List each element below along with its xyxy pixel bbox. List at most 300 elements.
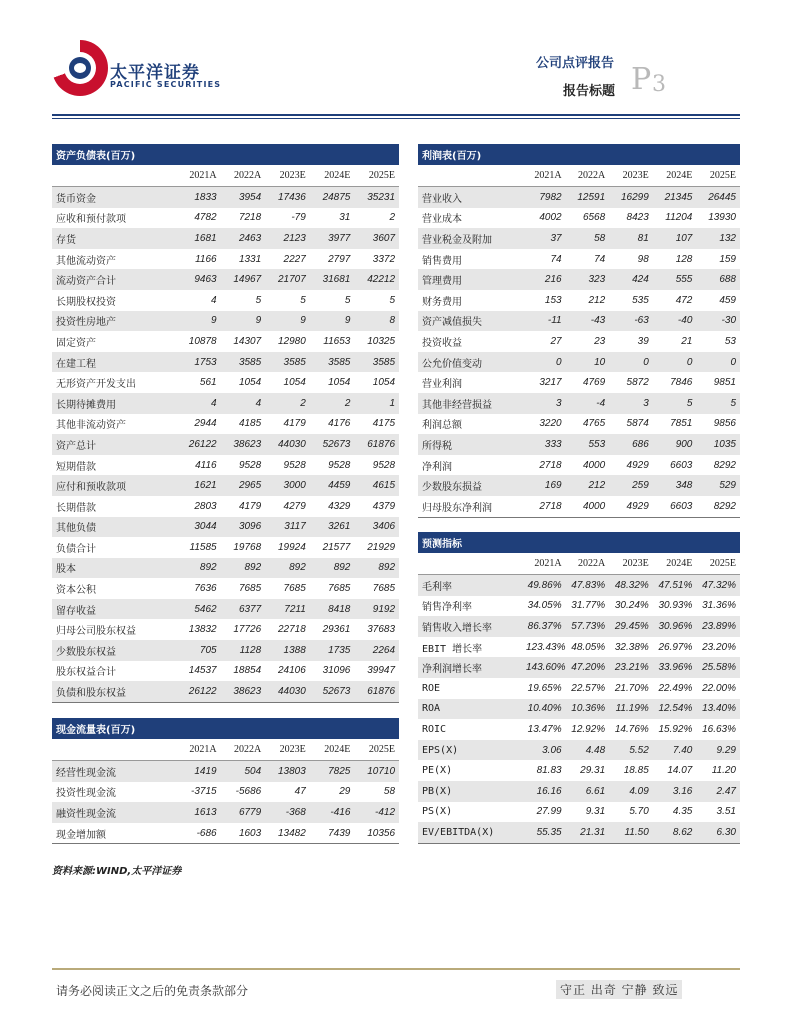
cell-value: 4116 — [195, 459, 217, 471]
footer-divider — [52, 968, 740, 970]
cell-value: -416 — [310, 802, 355, 823]
cell-value: 7211 — [265, 599, 310, 620]
table-row — [52, 640, 399, 661]
cell-value: 535 — [632, 294, 649, 306]
cell-value: -11 — [522, 311, 566, 332]
source-note: 资料来源:WIND,太平洋证券 — [52, 866, 182, 877]
cell-value: 21345 — [653, 187, 697, 208]
cell-value: 19924 — [277, 541, 306, 553]
cell-value: 12.54% — [653, 699, 697, 720]
row-label: 股东权益合计 — [56, 667, 116, 679]
table-row — [418, 311, 740, 332]
row-label: 货币资金 — [52, 187, 176, 208]
cell-value: 21707 — [265, 269, 310, 290]
cell-value: 38623 — [221, 681, 266, 702]
cell-value: 18854 — [233, 665, 262, 677]
table-row — [418, 414, 740, 435]
table-row — [52, 352, 399, 373]
cell-value: 34.05% — [527, 600, 562, 612]
cell-value: 48.05% — [571, 641, 606, 653]
cell-value: -3715 — [191, 786, 217, 798]
header-spacer — [52, 165, 176, 187]
cell-value: 53 — [724, 335, 736, 347]
cell-value: 22.49% — [658, 682, 693, 694]
cell-value: 3585 — [310, 352, 355, 373]
table-row — [52, 761, 399, 782]
cell-value: 3117 — [265, 517, 310, 538]
cell-value: -368 — [265, 802, 310, 823]
cell-value: 11653 — [323, 335, 351, 347]
cell-value: 29361 — [322, 624, 351, 636]
row-label: 财务费用 — [422, 296, 462, 308]
table-row — [418, 657, 740, 678]
cell-value: 3585 — [265, 352, 310, 373]
row-label: EBIT 增长率 — [422, 643, 483, 655]
cell-value: 2 — [265, 393, 310, 414]
cell-value: 44030 — [265, 434, 310, 455]
cell-value: 7685 — [238, 583, 262, 595]
table-row — [52, 681, 399, 702]
table-title-row — [418, 144, 740, 165]
table-row — [418, 228, 740, 249]
cell-value: 4175 — [372, 418, 396, 430]
cell-value: 11.50 — [609, 822, 653, 843]
cell-value: 4929 — [626, 459, 649, 471]
cell-value: 49.86% — [522, 575, 566, 596]
table-row — [418, 496, 740, 517]
cell-value: 5.52 — [609, 740, 653, 761]
row-label: 销售费用 — [422, 255, 462, 267]
row-label: 其他流动资产 — [56, 255, 116, 267]
row-label: ROIC — [422, 723, 447, 735]
table-row — [52, 249, 399, 270]
cell-value: 74 — [550, 253, 562, 265]
table-row — [52, 372, 399, 393]
cell-value: 5872 — [626, 377, 649, 389]
cell-value: 4000 — [566, 496, 610, 517]
cell-value: 7218 — [238, 212, 262, 224]
cell-value: 17436 — [265, 187, 310, 208]
cell-value: 27.99 — [536, 806, 562, 818]
cell-value: 4.48 — [566, 740, 610, 761]
table-row — [418, 760, 740, 781]
cell-value: 10.36% — [566, 699, 610, 720]
cell-value: 47.51% — [653, 575, 697, 596]
cell-value: 553 — [566, 434, 610, 455]
table-header-row — [418, 553, 740, 575]
row-label: 毛利率 — [418, 575, 522, 596]
table-title-row — [52, 144, 399, 165]
cell-value: -40 — [653, 311, 697, 332]
cell-value: 7851 — [670, 418, 693, 430]
cell-value: 81.83 — [536, 765, 562, 777]
cell-value: 3406 — [354, 517, 399, 538]
row-label: 其他非流动资产 — [56, 420, 126, 432]
cell-value: 6779 — [221, 802, 266, 823]
table-row — [52, 782, 399, 803]
brand-name: 太平洋证券 — [110, 63, 200, 83]
cell-value: 0 — [609, 352, 653, 373]
cell-value: 17726 — [233, 624, 262, 636]
cell-value: 39947 — [367, 665, 396, 677]
cell-value: 4.35 — [672, 806, 693, 818]
cell-value: 5 — [389, 294, 396, 306]
cell-value: 9856 — [713, 418, 736, 430]
cell-value: 10.40% — [522, 699, 566, 720]
row-label: 所得税 — [418, 434, 522, 455]
cell-value: 153 — [544, 294, 562, 306]
year-header: 2025E — [696, 165, 740, 187]
cell-value: 22.00% — [702, 682, 736, 694]
row-label: EPS(X) — [418, 740, 522, 761]
cell-value: 3.06 — [522, 740, 566, 761]
table-row — [52, 331, 399, 352]
cell-value: 4002 — [539, 212, 562, 224]
row-label: 销售收入增长率 — [418, 616, 522, 637]
cell-value: 42212 — [354, 269, 399, 290]
cell-value: 3096 — [221, 517, 266, 538]
cell-value: 21.70% — [614, 682, 649, 694]
cell-value: 9463 — [176, 269, 221, 290]
row-label: 资产总计 — [52, 434, 176, 455]
cell-value: 13.47% — [527, 723, 562, 735]
cell-value: 1613 — [176, 802, 221, 823]
cell-value: 13.40% — [696, 699, 740, 720]
cell-value: 1833 — [176, 187, 221, 208]
cell-value: 4176 — [328, 418, 351, 430]
cell-value: 424 — [609, 269, 653, 290]
table-row — [418, 434, 740, 455]
cell-value: 24875 — [310, 187, 355, 208]
cell-value: 11.20 — [711, 765, 736, 777]
cell-value: 47.83% — [566, 575, 610, 596]
cell-value: 6.61 — [566, 781, 610, 802]
cell-value: 29.45% — [609, 616, 653, 637]
year-header: 2025E — [696, 553, 740, 575]
cell-value: 0 — [522, 352, 566, 373]
cell-value: 4.09 — [609, 781, 653, 802]
cell-value: 30.96% — [653, 616, 697, 637]
cell-value: 8423 — [626, 212, 649, 224]
cell-value: 6.30 — [696, 822, 740, 843]
year-header: 2022A — [221, 739, 266, 761]
forecast-indicators-table — [418, 532, 740, 844]
cell-value: 12980 — [277, 335, 306, 347]
cell-value: 3220 — [539, 418, 562, 430]
cell-value: 21577 — [322, 541, 351, 553]
year-header: 2024E — [310, 739, 355, 761]
cell-value: 9.31 — [585, 806, 606, 818]
row-label: 营业税金及附加 — [418, 228, 522, 249]
cell-value: 38623 — [221, 434, 266, 455]
row-label: ROA — [418, 699, 522, 720]
cell-value: 14307 — [233, 335, 262, 347]
table-title-row — [52, 718, 399, 739]
cell-value: 14.76% — [614, 723, 649, 735]
row-label: 融资性现金流 — [52, 802, 176, 823]
cell-value: 37 — [522, 228, 566, 249]
cell-value: 86.37% — [522, 616, 566, 637]
cell-value: 2718 — [539, 459, 562, 471]
cell-value: 3.16 — [653, 781, 697, 802]
cell-value: 58 — [566, 228, 610, 249]
cell-value: 1753 — [176, 352, 221, 373]
cell-value: 16.63% — [702, 723, 736, 735]
cell-value: 323 — [566, 269, 610, 290]
year-header: 2022A — [566, 553, 610, 575]
cell-value: 52673 — [310, 434, 355, 455]
table-row — [418, 699, 740, 720]
cell-value: 1166 — [195, 253, 217, 265]
cell-value: 4782 — [194, 212, 217, 224]
balance-sheet-table — [52, 144, 399, 703]
cell-value: 333 — [522, 434, 566, 455]
cell-value: 9528 — [283, 459, 306, 471]
row-label: 管理费用 — [418, 269, 522, 290]
cell-value: 13803 — [265, 761, 310, 782]
cell-value: 4379 — [372, 500, 396, 512]
year-header: 2023E — [609, 165, 653, 187]
cell-value: 2123 — [265, 228, 310, 249]
table-title: 利润表(百万) — [418, 144, 740, 165]
cell-value: 1054 — [372, 377, 396, 389]
year-header: 2025E — [354, 739, 399, 761]
cell-value: 8292 — [696, 496, 740, 517]
table-row — [52, 434, 399, 455]
cell-value: 26445 — [696, 187, 740, 208]
cell-value: 132 — [696, 228, 740, 249]
cell-value: 30.24% — [614, 600, 649, 612]
page-number: 3 — [652, 72, 666, 97]
table-row — [418, 393, 740, 414]
year-header: 2025E — [354, 165, 399, 187]
header-divider — [52, 114, 740, 116]
row-label: 利润总额 — [422, 420, 462, 432]
cell-value: 892 — [310, 558, 355, 579]
row-label: 资本公积 — [56, 585, 96, 597]
year-header: 2021A — [522, 165, 566, 187]
table-header-row — [52, 165, 399, 187]
cell-value: 81 — [609, 228, 653, 249]
table-row — [418, 208, 740, 229]
table-row — [52, 455, 399, 476]
cell-value: 6377 — [221, 599, 266, 620]
table-row — [418, 575, 740, 596]
cell-value: -412 — [354, 802, 399, 823]
row-label: 归母股东净利润 — [418, 496, 522, 517]
cell-value: 29 — [339, 786, 351, 798]
cell-value: 47.32% — [696, 575, 740, 596]
company-logo — [52, 40, 108, 96]
table-row — [418, 269, 740, 290]
cell-value: 26.97% — [658, 641, 693, 653]
cell-value: 25.58% — [696, 657, 740, 678]
cell-value: 212 — [566, 475, 610, 496]
row-label: 少数股东损益 — [418, 475, 522, 496]
cell-value: 7846 — [670, 377, 693, 389]
row-label: EV/EBITDA(X) — [418, 822, 522, 843]
cell-value: 472 — [675, 294, 693, 306]
row-label: 公允价值变动 — [418, 352, 522, 373]
table-row — [52, 311, 399, 332]
cell-value: 13930 — [708, 212, 736, 224]
cell-value: 3217 — [539, 377, 562, 389]
row-label: ROE — [422, 682, 441, 694]
brand-name-en: PACIFIC SECURITIES — [110, 80, 222, 89]
cell-value: 5 — [344, 294, 351, 306]
cell-value: 5 — [255, 294, 262, 306]
income-statement-table — [418, 144, 740, 518]
cell-value: 15.92% — [658, 723, 693, 735]
cell-value: 48.32% — [609, 575, 653, 596]
cell-value: 892 — [176, 558, 221, 579]
cell-value: 21 — [681, 335, 693, 347]
row-label: 其他负债 — [52, 517, 176, 538]
cell-value: 3607 — [354, 228, 399, 249]
cell-value: 31.36% — [702, 600, 736, 612]
year-header: 2022A — [221, 165, 266, 187]
year-header: 2024E — [653, 165, 697, 187]
cell-value: 11.19% — [609, 699, 653, 720]
cell-value: 13482 — [265, 823, 310, 844]
cell-value: 1128 — [221, 640, 266, 661]
cell-value: 10878 — [188, 335, 217, 347]
cell-value: 9 — [221, 311, 266, 332]
cell-value: 143.60% — [522, 657, 566, 678]
row-label: PB(X) — [418, 781, 522, 802]
cell-value: 900 — [653, 434, 697, 455]
cell-value: 4279 — [283, 500, 306, 512]
cell-value: 4329 — [328, 500, 351, 512]
cell-value: 21.31 — [566, 822, 610, 843]
cell-value: 6603 — [653, 496, 697, 517]
row-label: 销售净利率 — [422, 602, 472, 614]
row-label: 长期待摊费用 — [52, 393, 176, 414]
cell-value: 47 — [294, 786, 306, 798]
cell-value: 10 — [566, 352, 610, 373]
cell-value: 529 — [696, 475, 740, 496]
cell-value: 5462 — [176, 599, 221, 620]
cell-value: 1621 — [176, 475, 221, 496]
table-row — [52, 599, 399, 620]
cell-value: 9528 — [238, 459, 262, 471]
cell-value: 7636 — [194, 583, 217, 595]
table-row — [52, 558, 399, 579]
footer-motto: 守正 出奇 宁静 致远 — [556, 980, 682, 999]
cell-value: 98 — [637, 253, 649, 265]
table-row — [52, 517, 399, 538]
cell-value: 892 — [354, 558, 399, 579]
row-label: 应收和预付款项 — [56, 214, 126, 226]
table-row — [418, 352, 740, 373]
cell-value: 1 — [354, 393, 399, 414]
cell-value: 4929 — [609, 496, 653, 517]
table-row — [418, 290, 740, 311]
cell-value: 4000 — [582, 459, 606, 471]
cell-value: 1603 — [221, 823, 266, 844]
cell-value: 705 — [176, 640, 221, 661]
cell-value: 9 — [265, 311, 310, 332]
header-spacer — [52, 739, 176, 761]
row-label: PS(X) — [422, 806, 453, 818]
cell-value: 29.31 — [580, 765, 606, 777]
table-row — [418, 637, 740, 658]
cell-value: 6568 — [582, 212, 606, 224]
cell-value: 23.89% — [696, 616, 740, 637]
row-label: 股本 — [52, 558, 176, 579]
cell-value: 7685 — [283, 583, 306, 595]
table-row — [418, 187, 740, 208]
cell-value: 1035 — [696, 434, 740, 455]
cell-value: 7685 — [372, 583, 396, 595]
cell-value: 4615 — [354, 475, 399, 496]
report-type: 公司点评报告 — [536, 56, 615, 71]
cell-value: 2 — [310, 393, 355, 414]
cell-value: 9851 — [713, 377, 736, 389]
cell-value: 9.29 — [696, 740, 740, 761]
header-spacer — [418, 553, 522, 575]
row-label: 短期借款 — [56, 461, 96, 473]
cell-value: 37683 — [367, 624, 396, 636]
cell-value: 169 — [522, 475, 566, 496]
cell-value: 23.21% — [609, 657, 653, 678]
cell-value: 9528 — [372, 459, 396, 471]
cell-value: 1054 — [328, 377, 351, 389]
cell-value: 33.96% — [653, 657, 697, 678]
row-label: 净利润 — [422, 461, 452, 473]
cell-value: 26122 — [176, 681, 221, 702]
cell-value: 4459 — [310, 475, 355, 496]
cell-value: 31096 — [322, 665, 351, 677]
table-row — [52, 537, 399, 558]
year-header: 2021A — [522, 553, 566, 575]
cell-value: 3 — [522, 393, 566, 414]
cell-value: -4 — [566, 393, 610, 414]
cell-value: 61876 — [354, 681, 399, 702]
cell-value: 11204 — [665, 212, 693, 224]
cell-value: 30.93% — [658, 600, 693, 612]
cell-value: 0 — [653, 352, 697, 373]
table-row — [418, 475, 740, 496]
table-row — [418, 822, 740, 843]
cell-value: 3 — [609, 393, 653, 414]
cell-value: 686 — [609, 434, 653, 455]
table-row — [52, 187, 399, 208]
cell-value: 8.62 — [653, 822, 697, 843]
row-label: 其他非经营损益 — [418, 393, 522, 414]
cell-value: 35231 — [354, 187, 399, 208]
cell-value: 9192 — [354, 599, 399, 620]
cell-value: 3954 — [221, 187, 266, 208]
table-row — [418, 740, 740, 761]
cell-value: 14.07 — [667, 765, 693, 777]
row-label: 归母公司股东权益 — [56, 626, 136, 638]
cell-value: 2 — [389, 212, 396, 224]
cell-value: 3261 — [310, 517, 355, 538]
row-label: 长期股权投资 — [56, 296, 116, 308]
cell-value: 259 — [609, 475, 653, 496]
table-row — [52, 393, 399, 414]
cell-value: 1054 — [283, 377, 306, 389]
cell-value: 7825 — [310, 761, 355, 782]
cell-value: 4179 — [283, 418, 306, 430]
table-row — [418, 781, 740, 802]
row-label: 现金增加额 — [52, 823, 176, 844]
cell-value: 216 — [522, 269, 566, 290]
header-spacer — [418, 165, 522, 187]
cell-value: 74 — [594, 253, 606, 265]
cell-value: 4 — [221, 393, 266, 414]
